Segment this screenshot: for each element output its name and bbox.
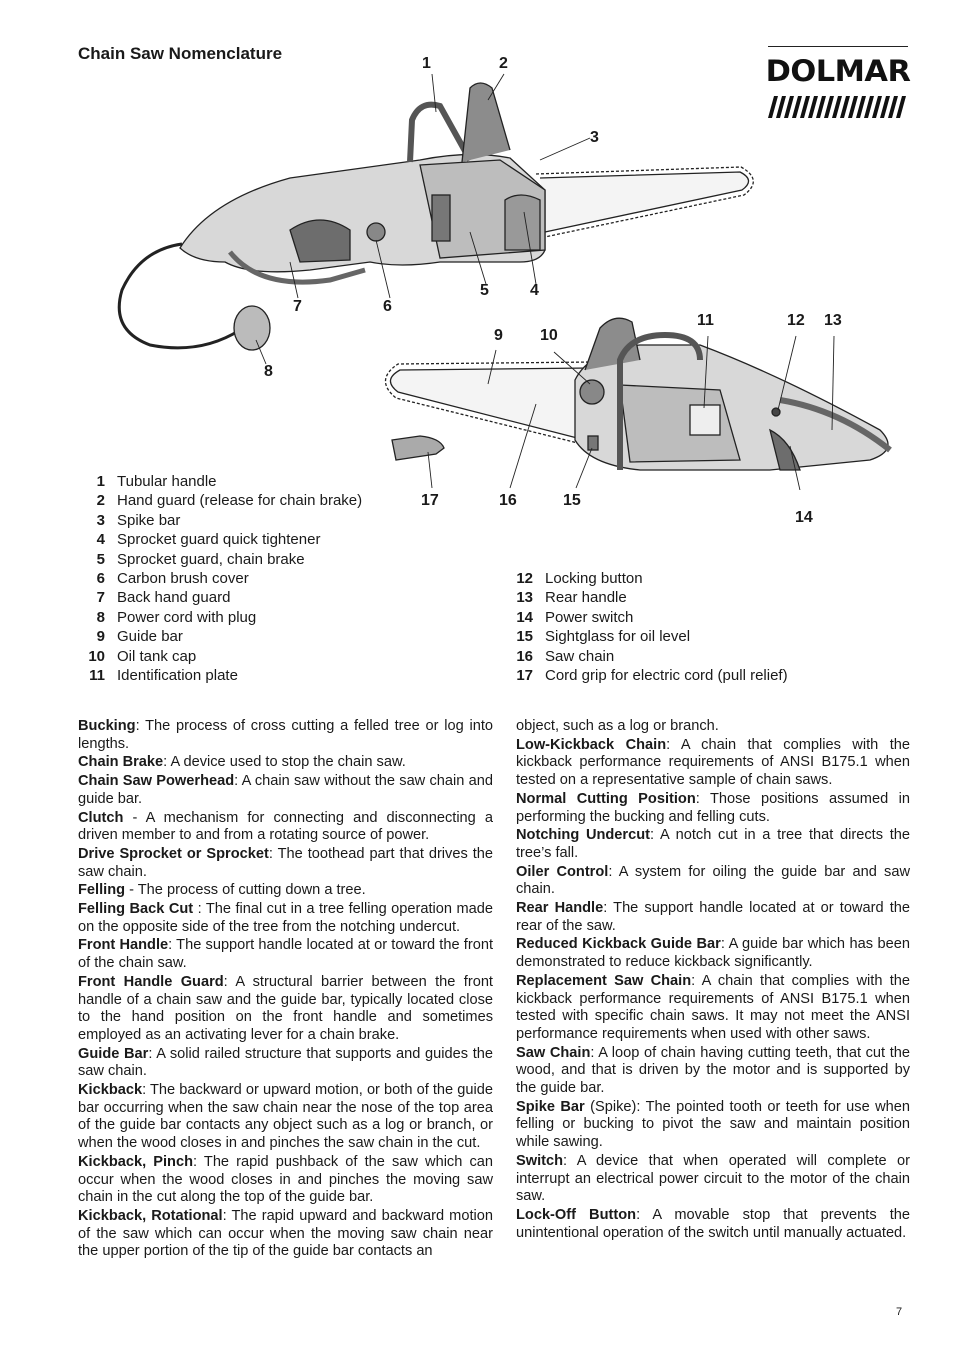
glossary-term: Front Handle	[78, 937, 169, 954]
glossary-term: Normal Cutting Position	[516, 790, 696, 807]
glossary-definition: The process of cross cutting a felled tree or log into lengths.	[78, 718, 493, 752]
power-plug	[234, 306, 270, 350]
glossary-definition: A chain that complies with the kickback performance requirements of ANSI B175.1 when tested with specific chain saws. It may not meet the ANSI performance requirements when used with other saws.	[516, 972, 910, 1042]
glossary-entry	[78, 718, 493, 753]
glossary-entry	[516, 737, 910, 790]
callout-2: 2	[499, 55, 508, 72]
glossary-term: Chain Brake	[78, 754, 164, 771]
glossary-entry	[78, 754, 493, 772]
legend-item	[77, 550, 362, 569]
callout-8: 8	[264, 363, 273, 380]
glossary-entry	[516, 864, 910, 899]
glossary-definition: The toothead part that drives the saw chain.	[78, 845, 493, 880]
legend-label: Locking button	[545, 570, 643, 587]
brand-name: DOLMAR	[765, 54, 911, 88]
callout-11: 11	[697, 312, 714, 329]
glossary-definition: (Spike): The pointed tooth or teeth for use when felling or bucking to pivot the saw and maintain position while sawing.	[516, 1098, 911, 1151]
glossary-entry	[516, 1099, 910, 1152]
legend-number: 16	[516, 647, 533, 665]
glossary-entry	[78, 1046, 493, 1081]
glossary-entry	[516, 1045, 910, 1098]
glossary-separator: :	[223, 973, 236, 990]
glossary-definition: The support handle located at or toward the front of the chain saw.	[78, 937, 493, 972]
glossary-term: Felling Back Cut	[78, 901, 194, 918]
top-sprocket-guard	[505, 195, 540, 250]
legend-item	[77, 569, 362, 588]
legend-number: 8	[96, 608, 105, 626]
glossary-separator: :	[603, 900, 614, 917]
glossary-term: Kickback, Rotational	[78, 1207, 223, 1224]
glossary-separator: :	[168, 937, 177, 954]
glossary-entry	[78, 901, 493, 936]
top-hand-guard	[462, 83, 510, 162]
glossary-separator: :	[193, 1153, 204, 1170]
glossary-entry	[516, 1207, 910, 1242]
legend-right	[505, 569, 788, 685]
legend-label: Sightglass for oil level	[545, 628, 691, 646]
callout-14: 14	[795, 509, 813, 526]
glossary-term: Bucking	[78, 718, 136, 734]
legend-label: Back hand guard	[117, 589, 231, 607]
cord-grip	[392, 436, 444, 460]
glossary-term: Low-Kickback Chain	[516, 736, 667, 753]
legend-label: Carbon brush cover	[117, 570, 249, 588]
glossary-term: Drive Sprocket or Sprocket	[78, 845, 269, 862]
glossary-definition: The final cut in a tree felling operation made on the opposite side of the tree from the notching undercut.	[78, 901, 493, 935]
callout-3: 3	[590, 129, 599, 146]
glossary-definition: A mechanism for connecting and disconnecting a driven member to and from a rotating source of power.	[78, 809, 493, 844]
callout-7: 7	[293, 298, 302, 315]
glossary-term: Kickback	[78, 1082, 143, 1099]
top-carbon-brush-cover	[367, 223, 385, 241]
glossary-term: Saw Chain	[516, 1044, 591, 1061]
glossary-entry	[78, 1154, 493, 1207]
legend-item	[505, 588, 788, 607]
glossary-separator: :	[691, 972, 702, 989]
legend-label: Rear handle	[545, 589, 627, 607]
glossary-definition: A guide bar which has been demonstrated to reduce kickback significantly.	[516, 936, 910, 971]
top-cooling-vents	[432, 195, 450, 241]
glossary-term: Felling	[78, 882, 126, 899]
glossary-separator: :	[650, 827, 660, 844]
legend-number: 14	[516, 608, 533, 626]
callout-10: 10	[540, 327, 558, 344]
glossary-definition: Those positions assumed in performing the bucking and felling cuts.	[516, 790, 910, 825]
glossary-definition: A loop of chain having cutting teeth, that cut the wood, and that is driven by the motor and is supported by the guide bar.	[516, 1044, 910, 1097]
glossary-right-column	[516, 718, 910, 1243]
callout-1: 1	[422, 55, 431, 72]
glossary-term: Switch	[516, 1152, 564, 1169]
page-title: Chain Saw Nomenclature	[78, 44, 283, 63]
glossary-separator: :	[608, 863, 619, 880]
glossary-definition: The rapid upward and backward motion of the saw which can occur when the moving saw chain near the upper portion of the tip of the guide bar contacts an	[78, 1207, 493, 1260]
legend-number: 5	[96, 550, 105, 568]
legend-item	[77, 511, 362, 530]
glossary-entry	[516, 936, 910, 971]
legend-label: Sprocket guard, chain brake	[117, 550, 305, 568]
glossary-term: Reduced Kickback Guide Bar	[516, 936, 721, 953]
glossary-separator: :	[142, 1082, 151, 1099]
bottom-sightglass	[588, 436, 598, 450]
glossary-separator: :	[590, 1044, 599, 1061]
glossary-term: Replacement Saw Chain	[516, 972, 692, 989]
glossary-term: Guide Bar	[78, 1045, 149, 1062]
callout-6: 6	[383, 298, 392, 315]
legend-item	[77, 647, 362, 666]
glossary-entry	[516, 827, 910, 862]
glossary-entry	[78, 1208, 493, 1261]
legend-number: 13	[516, 589, 533, 607]
legend-number: 12	[516, 570, 533, 587]
bottom-guide-bar	[390, 368, 590, 440]
glossary-entry	[78, 846, 493, 881]
glossary-separator: :	[666, 736, 681, 753]
legend-label: Oil tank cap	[117, 647, 197, 665]
callout-13: 13	[824, 312, 842, 329]
glossary-entry	[78, 773, 493, 808]
callout-16: 16	[499, 492, 517, 509]
top-tubular-handle	[410, 105, 470, 162]
glossary-continuation: object, such as a log or branch.	[516, 718, 719, 734]
glossary-term: Kickback, Pinch	[78, 1153, 193, 1170]
top-guide-bar	[540, 172, 749, 232]
glossary-definition: The support handle located at or toward the rear of the saw.	[516, 900, 910, 934]
callout-5: 5	[480, 282, 489, 299]
glossary-separator: -	[125, 882, 138, 899]
callout-15: 15	[563, 492, 581, 509]
legend-label: Cord grip for electric cord (pull relief)	[545, 667, 788, 685]
glossary-separator: :	[268, 845, 278, 862]
glossary-term: Clutch	[78, 809, 124, 826]
legend-label: Spike bar	[117, 511, 181, 529]
glossary-entry	[516, 1153, 910, 1206]
glossary-separator: :	[135, 718, 146, 734]
glossary-entry	[516, 791, 910, 826]
glossary-term: Chain Saw Powerhead	[78, 773, 235, 790]
glossary-left-column	[78, 718, 493, 1262]
chainsaw-diagram	[100, 60, 910, 490]
glossary-definition: A chain saw without the saw chain and guide bar.	[78, 773, 493, 807]
glossary-definition: A structural barrier between the front handle of a chain saw and the guide bar, typically located close to the hand position on the front handle and sometimes employed as an activating lever for a chain brake.	[78, 973, 493, 1043]
glossary-term: Notching Undercut	[516, 827, 650, 844]
legend-item	[505, 647, 788, 666]
legend-label: Power switch	[545, 608, 634, 626]
glossary-separator: :	[636, 1206, 653, 1223]
legend-item	[505, 627, 788, 646]
legend-number: 11	[89, 667, 105, 685]
legend-number: 1	[96, 473, 105, 490]
callout-4: 4	[530, 282, 539, 299]
glossary-separator: :	[234, 773, 242, 790]
glossary-entry	[78, 974, 493, 1045]
glossary-separator: :	[222, 1207, 232, 1224]
callout-12: 12	[787, 312, 805, 329]
logo-rule	[768, 46, 908, 47]
glossary-definition: A chain that complies with the kickback performance requirements of ANSI B175.1 when tested on a representative sample of chain saws.	[516, 736, 910, 789]
legend-item	[77, 472, 362, 491]
legend-label: Identification plate	[117, 667, 238, 685]
glossary-definition: A movable stop that prevents the unintentional operation of the switch until manually actuated.	[516, 1206, 910, 1241]
top-trigger-guard	[290, 220, 350, 262]
glossary-definition: A notch cut in a tree that directs the tree’s fall.	[516, 827, 910, 861]
glossary-entry	[78, 882, 493, 900]
legend-label: Saw chain	[545, 647, 615, 665]
glossary-definition: The backward or upward motion, or both of the guide bar occurring when the saw chain near the nose of the top area of the guide bar contacts any object such as a log or branch, or when the wood closes in and pinches the saw chain in the cut.	[78, 1082, 493, 1152]
glossary-separator: :	[720, 936, 729, 953]
glossary-entry	[78, 810, 493, 845]
glossary-entry	[78, 937, 493, 972]
legend-item	[77, 588, 362, 607]
legend-item	[77, 627, 362, 646]
legend-number: 17	[516, 667, 533, 685]
glossary-entry	[516, 900, 910, 935]
glossary-separator: :	[695, 790, 710, 807]
legend-item	[77, 666, 362, 685]
legend-label: Guide bar	[117, 628, 183, 646]
glossary-term: Rear Handle	[516, 900, 604, 917]
legend-number: 7	[96, 589, 105, 607]
bottom-oil-tank-cap	[580, 380, 604, 404]
legend-number: 9	[96, 628, 105, 646]
glossary-separator: -	[123, 809, 146, 826]
glossary-term: Front Handle Guard	[78, 973, 224, 990]
glossary-term: Oiler Control	[516, 863, 609, 880]
legend-number: 6	[96, 570, 105, 588]
glossary-separator: :	[193, 901, 206, 918]
glossary-entry	[516, 973, 910, 1044]
legend-item	[77, 608, 362, 627]
glossary-separator: :	[148, 1045, 157, 1062]
legend-number: 15	[516, 628, 533, 646]
glossary-separator: :	[163, 754, 171, 771]
page-number: 7	[896, 1306, 903, 1318]
legend-number: 3	[96, 511, 105, 529]
legend-left	[77, 472, 362, 685]
bottom-locking-button	[772, 408, 780, 416]
legend-number: 4	[96, 531, 105, 549]
legend-number: 2	[96, 492, 105, 510]
callout-9: 9	[494, 327, 503, 344]
bottom-identification-plate	[690, 405, 720, 435]
glossary-definition: A device used to stop the chain saw.	[170, 754, 406, 771]
glossary-definition: A solid railed structure that supports and guides the saw chain.	[78, 1045, 493, 1080]
glossary-entry	[78, 1082, 493, 1153]
legend-item	[505, 608, 788, 627]
legend-label: Tubular handle	[117, 473, 217, 490]
legend-item	[77, 530, 362, 549]
legend-label: Sprocket guard quick tightener	[117, 531, 321, 549]
glossary-definition: The rapid pushback of the saw which can occur when the wood closes in and pinches the moving saw chain in the cut along the top of the guide bar.	[78, 1153, 493, 1206]
legend-label: Hand guard (release for chain brake)	[117, 492, 363, 510]
glossary-term: Spike Bar	[516, 1098, 585, 1115]
legend-label: Power cord with plug	[117, 608, 257, 626]
glossary-separator: :	[563, 1152, 577, 1169]
glossary-definition: A device that when operated will complete or interrupt an electrical power circuit to the motor of the chain saw.	[516, 1152, 911, 1205]
legend-item	[505, 569, 788, 588]
bottom-motor-housing	[620, 385, 740, 462]
legend-item	[505, 666, 788, 685]
glossary-definition: The process of cutting down a tree.	[137, 882, 366, 899]
legend-number: 10	[88, 647, 105, 665]
callout-17: 17	[421, 492, 439, 509]
glossary-term: Lock-Off Button	[516, 1206, 637, 1223]
glossary-definition: A system for oiling the guide bar and saw chain.	[516, 863, 910, 898]
legend-item	[77, 491, 362, 510]
